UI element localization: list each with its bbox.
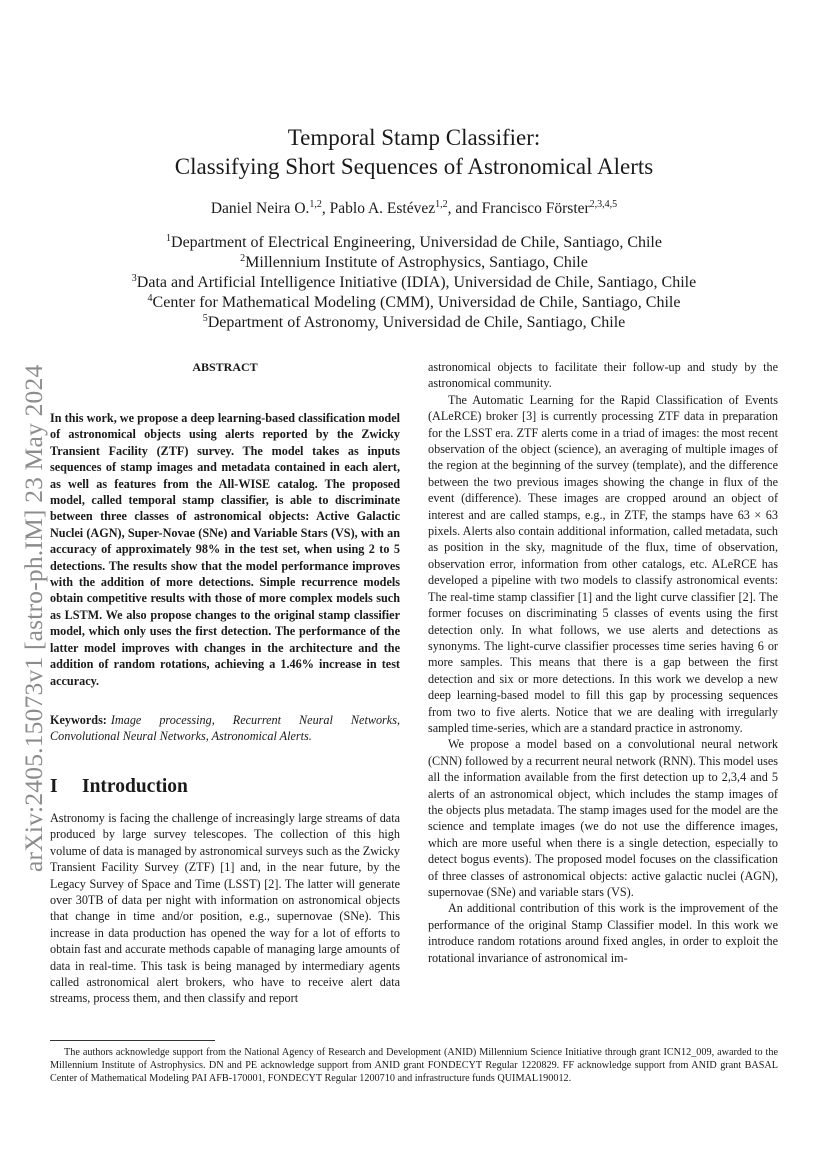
affiliation-number: 5 (202, 313, 208, 324)
author-affiliation-marks: 2,3,4,5 (589, 199, 618, 210)
body-paragraph: An additional contribution of this work is the improvement of the performance of the original Stamp Classifier model. In this work we introduce random rotations around fixed angles, in order to exploit the rotational invariance of astronomical im- (428, 901, 778, 965)
author-separator: , and (447, 200, 482, 217)
introduction-paragraph: Astronomy is facing the challenge of increasingly large streams of data produced by large survey telescopes. The collection of this high volume of data is managed by astronomical surveys such as the Zwicky Transient Facility Survey (ZTF) [1] and, in the near future, by the Legacy Survey of Space and Time (LSST) [2]. The latter will generate over 30TB of data per night with information on astronomical objects that change in time and/or position, e.g., supernovae (SNe). This increase in data production has opened the way for a lot of efforts to obtain fast and accurate methods capable of managing large amounts of data in real-time. This task is being managed by intermediary agents called astronomical alert brokers, who have to receive alert data streams, process them, and then classify and report (50, 811, 400, 1006)
body-paragraph: The Automatic Learning for the Rapid Classification of Events (ALeRCE) broker [3] is currently processing ZTF data in preparation for the LSST era. ZTF alerts come in a triad of images: the most recent observation of the object (science), an averaging of multiple images of the region at the beginning of the survey (template), and the difference between the two previous images showing the change in flux of the event (difference). These images are cropped around an object of interest and are called stamps, e.g., in ZTF, the stamps have 63 × 63 pixels. Alerts also contain additional information, called metadata, such as position in the sky, magnitude of the flux, time of observation, observation error, information from other catalogs, etc. ALeRCE has developed a pipeline with two models to classify astronomical events: The real-time stamp classifier [1] and the light curve classifier [2]. The former focuses on discriminating 5 classes of events using the first detection only. In what follows, we use alerts and detections as synonyms. The light-curve classifier processes time series having 6 or more samples. This means that there is a gap between the first detection and six or more detections. In this work we develop a new deep learning-based model to fill this gap by processing sequences from two to five alerts. Notice that we are dealing with irregularly sampled time-series, which are a standard practice in astronomy. (428, 392, 778, 735)
author-name: Francisco Förster (481, 200, 590, 217)
right-column (428, 359, 778, 966)
affiliation (50, 273, 778, 293)
affiliation (50, 233, 778, 253)
affiliation (50, 293, 778, 313)
affiliation-text: Department of Electrical Engineering, Universidad de Chile, Santiago, Chile (171, 234, 662, 251)
affiliation-number: 4 (147, 293, 153, 304)
paper-title (50, 123, 778, 181)
affiliation-text: Millennium Institute of Astrophysics, Santiago, Chile (245, 254, 588, 271)
keywords (50, 712, 400, 745)
affiliation-number: 2 (240, 253, 246, 264)
author-name: Pablo A. Estévez (329, 200, 436, 217)
affiliation (50, 313, 778, 333)
arxiv-identifier: arXiv:2405.15073v1 [astro-ph.IM] 23 May 2024 (19, 364, 48, 872)
body-paragraph: We propose a model based on a convolutional neural network (CNN) followed by a recurrent neural network (RNN). This model uses all the information available from the first detection up to 2,3,4 and 5 alerts of an astronomical object, which includes the stamp images of the objects plus metadata. The stamp images used for the model are the science and template images (we do not use the difference images, which are more useful when there is a single detection, especially to detect bogus events). The proposed model focuses on the classification of three classes of astronomical objects: active galactic nuclei (AGN), supernovae (SNe) and variable stars (VS). (428, 737, 778, 899)
section-title: Introduction (82, 776, 188, 797)
keywords-text: Image processing, Recurrent Neural Networks, Convolutional Neural Networks, Astronomical Alerts. (50, 713, 400, 744)
author-affiliation-marks: 1,2 (309, 199, 322, 210)
author-affiliation-marks: 1,2 (435, 199, 448, 210)
abstract-heading: ABSTRACT (192, 360, 258, 374)
title-line-2: Classifying Short Sequences of Astronomical Alerts (174, 154, 654, 179)
footnote-divider (50, 1040, 215, 1041)
acknowledgement-footnote: The authors acknowledge support from the National Agency of Research and Development (ANID) Millennium Science Initiative through grant ICN12_009, awarded to the Millennium Institute of Astrophysics. DN and PE acknowledge support from ANID grant FONDECYT Regular 1220829. FF acknowledge support from ANID grant BASAL Center of Mathematical Modeling PAI AFB-170001, FONDECYT Regular 1200710 and infrastructure funds QUIMAL190012. (50, 1047, 778, 1085)
affiliation (50, 253, 778, 273)
abstract-text: In this work, we propose a deep learning-based classification model of astronomical objects using alerts reported by the Zwicky Transient Facility (ZTF) survey. The model takes as inputs sequences of stamp images and metadata contained in each alert, as well as features from the All-WISE catalog. The proposed model, called temporal stamp classifier, is able to discriminate between three classes of astronomical objects: Active Galactic Nuclei (AGN), Super-Novae (SNe) and Variable Stars (VS), with an accuracy of approximately 98% in the test set, when using 2 to 5 detections. The results show that the model performance improves with the addition of more detections. Simple recurrence models obtain competitive results with those of more complex models such as LSTM. We also propose changes to the original stamp classifier model, which only uses the first detection. The performance of the latter model improves with changes in the architecture and the addition of random rotations, achieving a 1.46% increase in test accuracy. (50, 411, 400, 688)
body-paragraph: astronomical objects to facilitate their follow-up and study by the astronomical community. (428, 360, 778, 391)
affiliation-number: 1 (166, 233, 172, 244)
keywords-label: Keywords: (50, 713, 107, 727)
affiliation-text: Data and Artificial Intelligence Initiative (IDIA), Universidad de Chile, Santiago, Chile (136, 274, 697, 291)
affiliation-list (50, 233, 778, 333)
affiliation-text: Department of Astronomy, Universidad de Chile, Santiago, Chile (207, 314, 626, 331)
section-heading (50, 776, 188, 798)
title-line-1: Temporal Stamp Classifier: (287, 125, 541, 150)
section-number: I (50, 776, 58, 797)
affiliation-text: Center for Mathematical Modeling (CMM), Universidad de Chile, Santiago, Chile (152, 294, 681, 311)
author-list (50, 200, 778, 218)
author-separator: , (321, 200, 330, 217)
author-name: Daniel Neira O. (210, 200, 310, 217)
affiliation-number: 3 (131, 273, 137, 284)
